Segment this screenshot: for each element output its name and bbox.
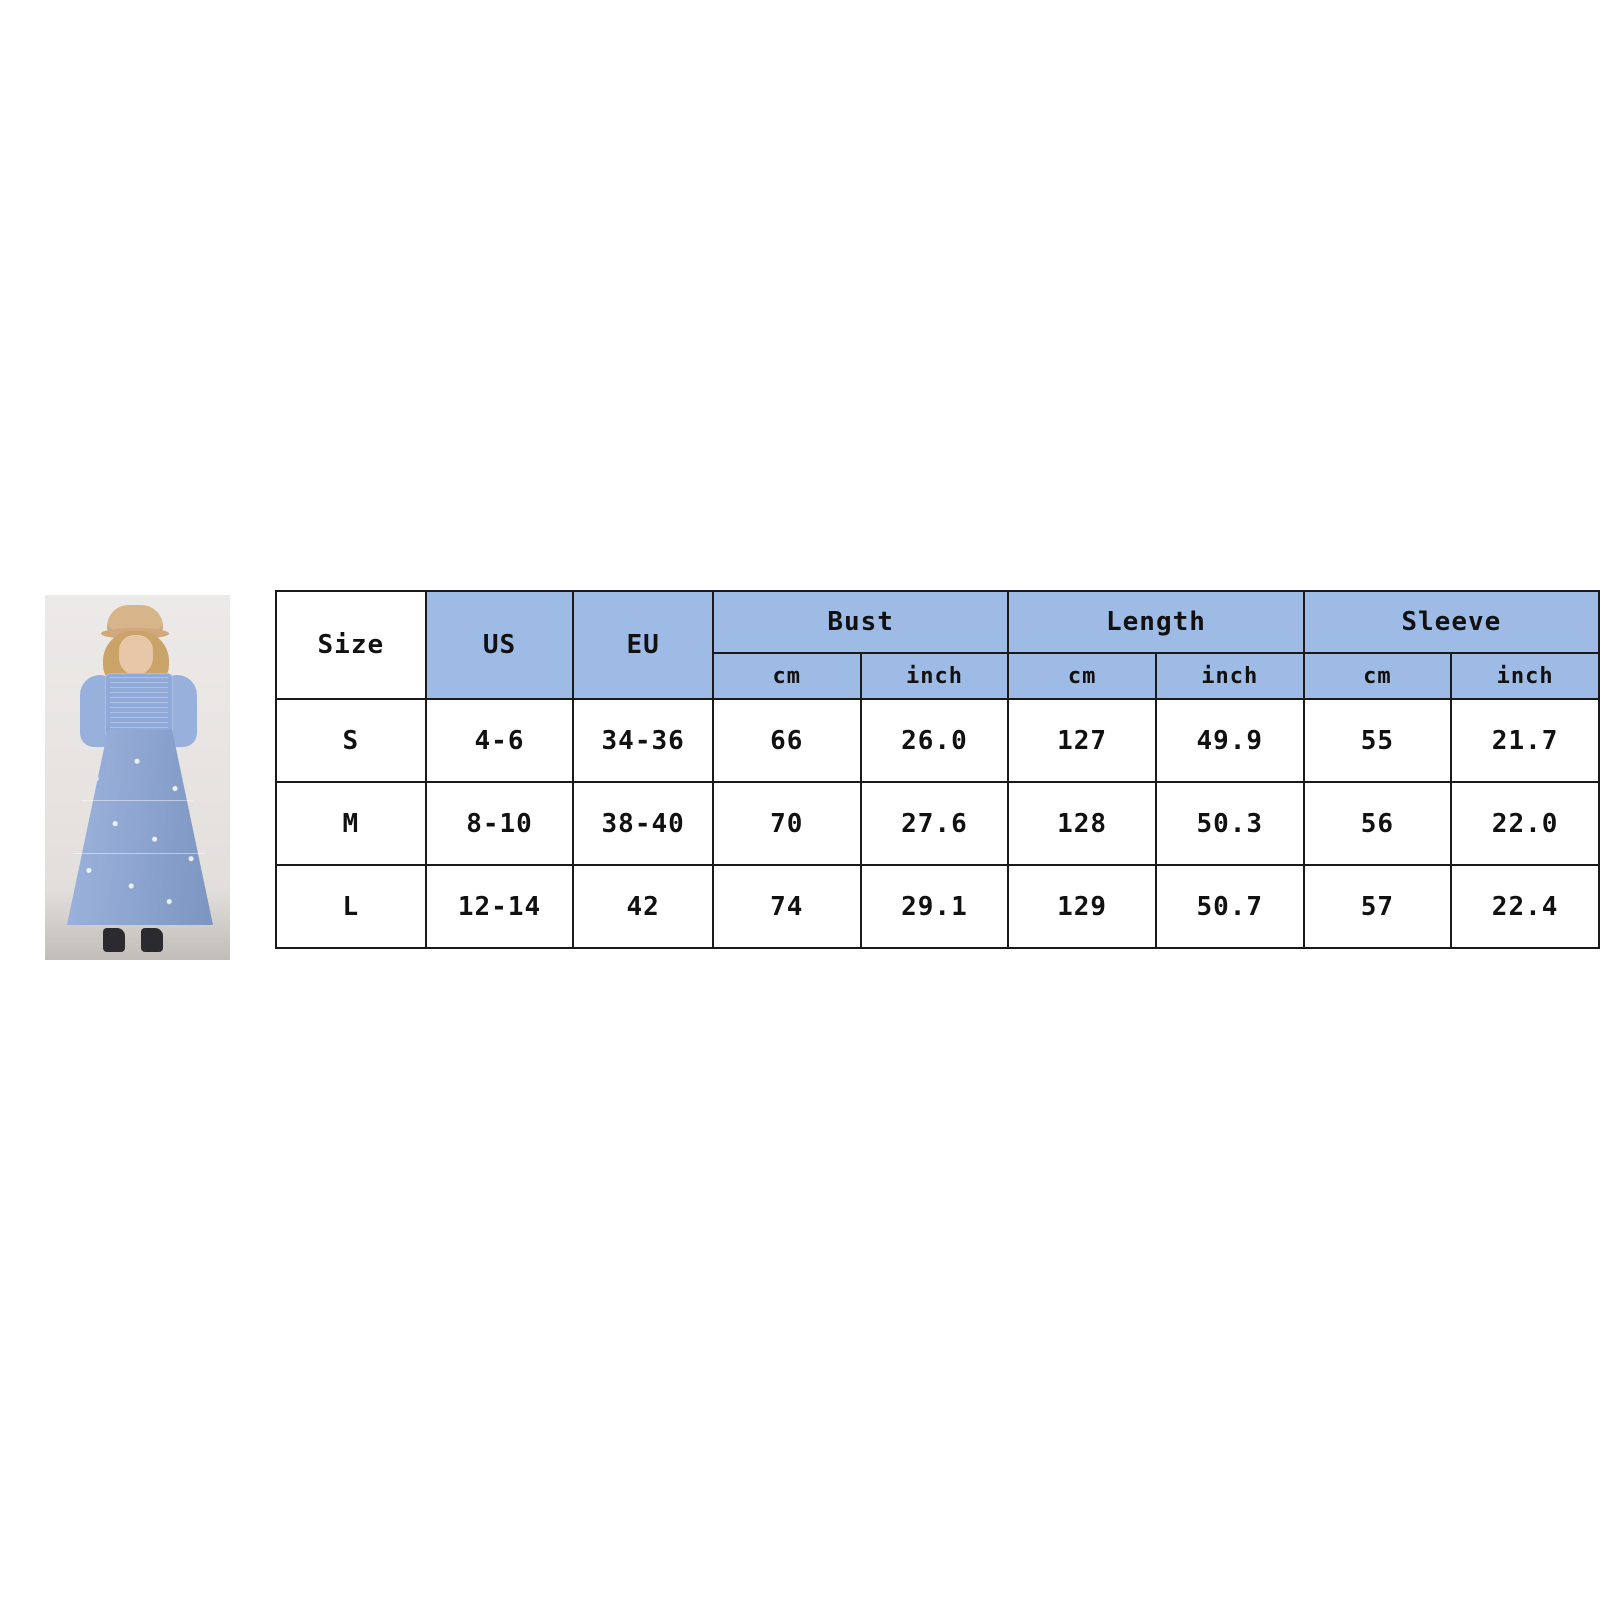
header-us: US [426,591,574,699]
size-chart-table [275,590,1600,949]
table-row [276,865,1599,948]
cell-sleeve-inch: 22.4 [1451,865,1599,948]
table-group-header-row [276,591,1599,653]
table-row [276,699,1599,782]
header-sleeve: Sleeve [1304,591,1599,653]
cell-bust-cm: 66 [713,699,861,782]
cell-sleeve-cm: 55 [1304,699,1452,782]
cell-sleeve-inch: 21.7 [1451,699,1599,782]
header-bust: Bust [713,591,1008,653]
product-photo [45,595,230,960]
header-sleeve-cm: cm [1304,653,1452,699]
cell-size: S [276,699,426,782]
cell-eu: 38-40 [573,782,713,865]
header-length-inch: inch [1156,653,1304,699]
model-boot-left [103,928,125,952]
model-boot-right [141,928,163,952]
cell-sleeve-cm: 57 [1304,865,1452,948]
cell-bust-inch: 27.6 [861,782,1009,865]
cell-us: 4-6 [426,699,574,782]
cell-bust-cm: 70 [713,782,861,865]
cell-bust-cm: 74 [713,865,861,948]
cell-length-cm: 129 [1008,865,1156,948]
cell-length-cm: 128 [1008,782,1156,865]
header-size: Size [276,591,426,699]
model-face [119,635,153,675]
dress-tier-seam-upper [81,800,193,801]
cell-sleeve-inch: 22.0 [1451,782,1599,865]
cell-bust-inch: 29.1 [861,865,1009,948]
dress-bodice [105,673,173,735]
header-length: Length [1008,591,1303,653]
cell-bust-inch: 26.0 [861,699,1009,782]
dress-tier-seam-lower [73,853,205,854]
header-length-cm: cm [1008,653,1156,699]
cell-sleeve-cm: 56 [1304,782,1452,865]
cell-length-inch: 50.3 [1156,782,1304,865]
cell-eu: 34-36 [573,699,713,782]
cell-eu: 42 [573,865,713,948]
cell-size: L [276,865,426,948]
cell-length-inch: 50.7 [1156,865,1304,948]
header-bust-cm: cm [713,653,861,699]
header-eu: EU [573,591,713,699]
cell-size: M [276,782,426,865]
cell-us: 12-14 [426,865,574,948]
cell-us: 8-10 [426,782,574,865]
size-chart-body [276,699,1599,948]
header-bust-inch: inch [861,653,1009,699]
table-row [276,782,1599,865]
header-sleeve-inch: inch [1451,653,1599,699]
size-chart-header [276,591,1599,699]
cell-length-inch: 49.9 [1156,699,1304,782]
cell-length-cm: 127 [1008,699,1156,782]
